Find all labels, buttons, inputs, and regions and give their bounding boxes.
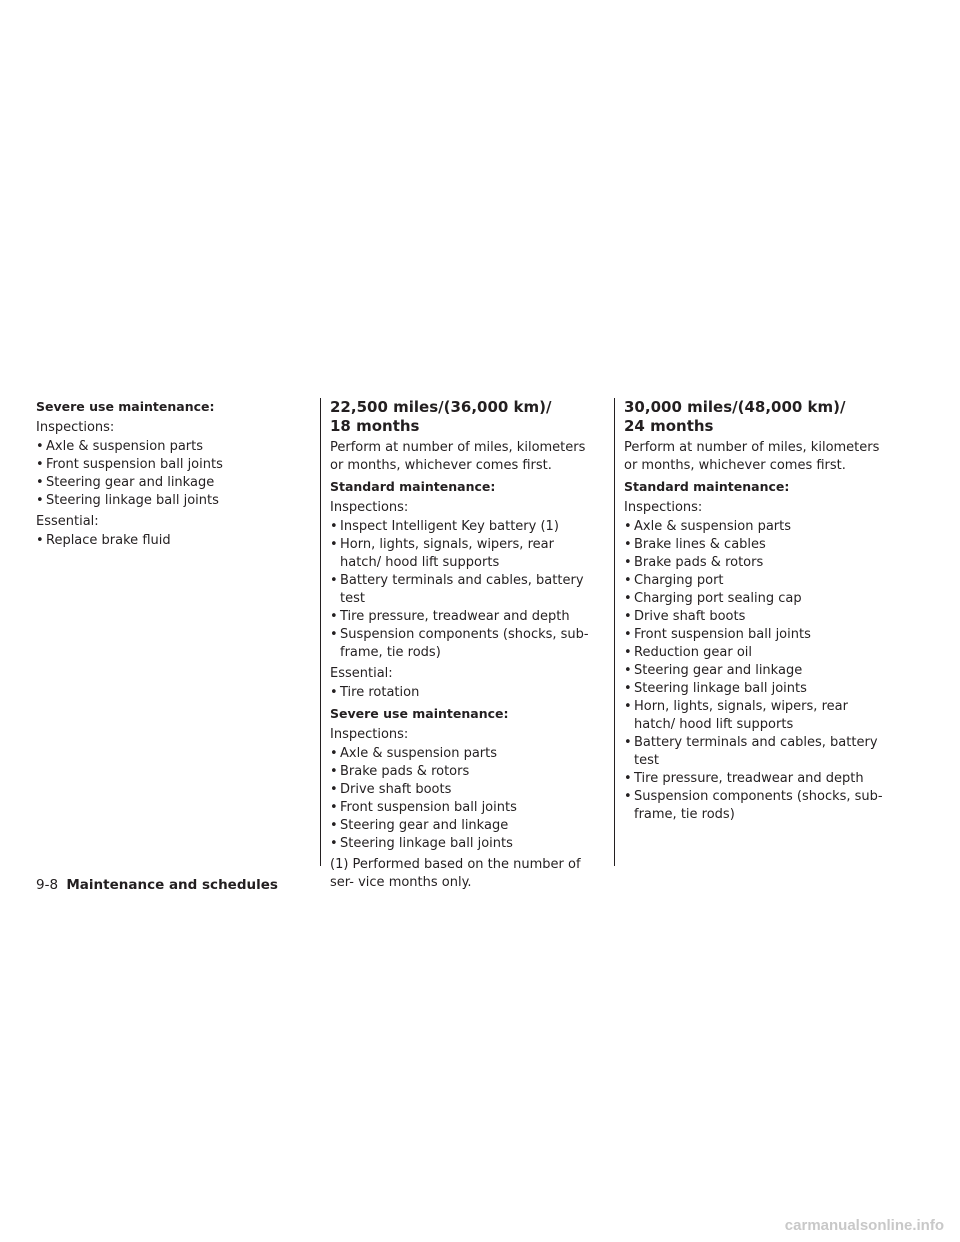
list-item: • Axle & suspension parts [36,438,304,456]
list-item: • Brake pads & rotors [624,554,892,572]
list-item: • Charging port sealing cap [624,590,892,608]
standard-maintenance-heading: Standard maintenance: [330,479,496,494]
severe-inspections-list [330,745,598,853]
column-2 [320,398,598,890]
list-item: • Steering gear and linkage [36,474,304,492]
list-item: • Front suspension ball joints [624,626,892,644]
interval-heading-line1: 22,500 miles/(36,000 km)/ [330,398,552,416]
list-item: • Inspect Intelligent Key battery (1) [330,518,598,536]
list-item: • Front suspension ball joints [36,456,304,474]
inspections-label: Inspections: [330,500,409,515]
interval-heading-line2: 24 months [624,417,714,435]
column-3 [614,398,892,866]
list-item: • Steering gear and linkage [330,817,598,835]
essential-list [36,532,304,550]
interval-intro: Perform at number of miles, kilometers or months, whichever comes first. [624,440,880,473]
list-item: • Brake lines & cables [624,536,892,554]
list-item: • Charging port [624,572,892,590]
inspections-list [36,438,304,510]
inspections-label: Inspections: [36,420,115,435]
list-item: • Suspension components (shocks, sub- frame, tie rods) [330,626,598,662]
list-item: • Horn, lights, signals, wipers, rear hatch/ hood lift supports [624,698,892,734]
list-item: • Horn, lights, signals, wipers, rear hatch/ hood lift supports [330,536,598,572]
list-item: • Steering linkage ball joints [36,492,304,510]
interval-heading [624,398,892,436]
list-item: • Battery terminals and cables, battery test [624,734,892,770]
interval-heading [330,398,598,436]
list-item: • Tire pressure, treadwear and depth [624,770,892,788]
footnote: (1) Performed based on the number of ser- vice months only. [330,857,581,890]
list-item: • Drive shaft boots [624,608,892,626]
list-item: • Axle & suspension parts [624,518,892,536]
section-title: Maintenance and schedules [66,877,278,893]
inspections-list [330,518,598,662]
column-1 [36,398,304,553]
list-item: • Axle & suspension parts [330,745,598,763]
interval-intro: Perform at number of miles, kilometers or months, whichever comes first. [330,440,586,473]
severe-use-heading: Severe use maintenance: [36,399,215,414]
essential-label: Essential: [330,666,393,681]
inspections-list [624,518,892,824]
list-item: • Tire rotation [330,684,598,702]
list-item: • Battery terminals and cables, battery test [330,572,598,608]
interval-heading-line2: 18 months [330,417,420,435]
list-item: • Steering linkage ball joints [330,835,598,853]
list-item: • Drive shaft boots [330,781,598,799]
essential-label: Essential: [36,514,99,529]
interval-heading-line1: 30,000 miles/(48,000 km)/ [624,398,846,416]
list-item: • Tire pressure, treadwear and depth [330,608,598,626]
list-item: • Front suspension ball joints [330,799,598,817]
page-number: 9-8 [36,877,59,893]
inspections-label: Inspections: [624,500,703,515]
page-footer [36,876,278,894]
list-item: • Steering linkage ball joints [624,680,892,698]
watermark: carmanualsonline.info [784,1217,944,1234]
list-item: • Replace brake fluid [36,532,304,550]
severe-inspections-label: Inspections: [330,727,409,742]
standard-maintenance-heading: Standard maintenance: [624,479,790,494]
essential-list [330,684,598,702]
list-item: • Reduction gear oil [624,644,892,662]
severe-use-heading: Severe use maintenance: [330,706,509,721]
list-item: • Brake pads & rotors [330,763,598,781]
list-item: • Suspension components (shocks, sub- frame, tie rods) [624,788,892,824]
list-item: • Steering gear and linkage [624,662,892,680]
